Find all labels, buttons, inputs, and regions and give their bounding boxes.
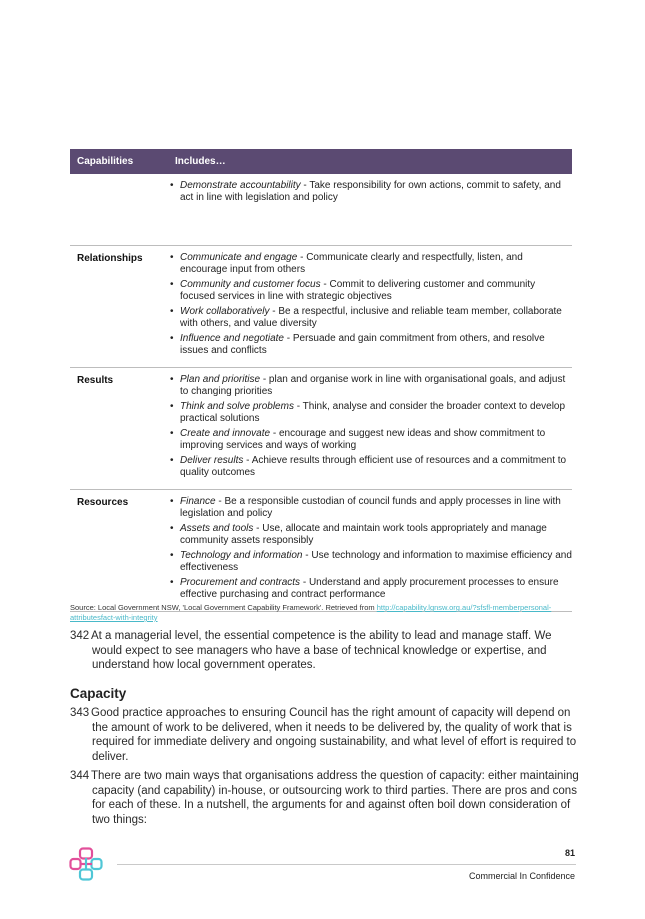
page-number: 81	[564, 848, 575, 858]
item-term: Deliver results	[180, 455, 244, 466]
capability-cell: Results	[77, 375, 114, 386]
item-desc: - encourage and suggest new ideas and show commitment to improving services and ways of working	[180, 428, 546, 451]
table-row	[70, 246, 572, 368]
list-item	[168, 523, 572, 547]
bullet-icon: •	[170, 180, 174, 191]
bullet-icon: •	[170, 577, 174, 588]
item-term: Demonstrate accountability	[180, 180, 301, 191]
paragraph-text: Good practice approaches to ensuring Council has the right amount of capacity will depend on the amount of work to be delivered, when it needs to be delivered by, the quality of work that is required for immediate delivery and ongoing sustainability, and what level of effort is required to deliver.	[91, 707, 577, 764]
item-term: Finance	[180, 496, 216, 507]
bullet-icon: •	[170, 252, 174, 263]
source-text: Source: Local Government NSW, 'Local Government Capability Framework'. Retrieved from	[70, 603, 377, 612]
table-header-row	[70, 149, 572, 174]
item-desc: - Achieve results through efficient use of resources and a commitment to quality outcomes	[180, 455, 567, 478]
item-desc: - Communicate clearly and respectfully, listen, and encourage input from others	[180, 252, 523, 275]
source-link[interactable]: http://capability.lgnsw.org.au/?sfsfl-memberpersonal-attributesfact-with-integrity	[70, 603, 552, 622]
item-term: Influence and negotiate	[180, 333, 284, 344]
footer-divider	[117, 864, 576, 865]
bullet-icon: •	[170, 374, 174, 385]
item-term: Community and customer focus	[180, 279, 321, 290]
includes-cell	[168, 490, 572, 612]
bullet-icon: •	[170, 333, 174, 344]
paragraph-number: 344	[70, 770, 90, 782]
capability-cell: Resources	[77, 497, 129, 508]
item-desc: - Use, allocate and maintain work tools appropriately and manage community assets responsibly	[180, 523, 547, 546]
list-item	[168, 455, 572, 479]
table-row	[70, 490, 572, 612]
paragraph-number: 343	[70, 707, 90, 719]
item-desc: - Commit to delivering customer and community focused services in line with strategic objectives	[180, 279, 536, 302]
table-row	[70, 174, 572, 246]
item-term: Technology and information	[180, 550, 303, 561]
paragraph-344	[70, 769, 580, 828]
bullet-icon: •	[170, 523, 174, 534]
paragraph-number: 342	[70, 630, 90, 642]
bullet-icon: •	[170, 306, 174, 317]
paragraph-text: At a managerial level, the essential competence is the ability to lead and manage staff. We would expect to see managers who have a base of technical knowledge or expertise, and understand how local government operates.	[91, 630, 552, 672]
item-term: Work collaboratively	[180, 306, 270, 317]
footer-confidentiality: Commercial In Confidence	[468, 871, 575, 881]
paragraph-text: There are two main ways that organisations address the question of capacity: either maintaining capacity (and capability) in-house, or outsourcing work to third parties. There are pros and cons for each of these. In a nutshell, the arguments for and against often boil down consideration of two things:	[91, 770, 579, 827]
item-desc: - Use technology and information to maximise efficiency and effectiveness	[180, 550, 572, 573]
list-item	[168, 306, 572, 330]
capabilities-table	[70, 149, 572, 612]
paragraph-343	[70, 706, 580, 765]
bullet-icon: •	[170, 455, 174, 466]
list-item	[168, 577, 572, 601]
list-item	[168, 333, 572, 357]
header-includes: Includes…	[168, 149, 572, 174]
council-logo-icon	[69, 847, 103, 881]
capability-cell	[70, 174, 168, 246]
includes-cell	[168, 246, 572, 368]
bullet-icon: •	[170, 279, 174, 290]
includes-cell	[168, 368, 572, 490]
paragraph-342	[70, 629, 580, 673]
item-desc: - Understand and apply procurement processes to ensure effective purchasing and contract performance	[180, 577, 559, 600]
item-desc: - Take responsibility for own actions, commit to safety, and act in line with legislation and policy	[180, 180, 561, 203]
table-source-note	[70, 603, 575, 623]
list-item	[168, 550, 572, 574]
list-item	[168, 374, 572, 398]
bullet-icon: •	[170, 496, 174, 507]
list-item	[168, 401, 572, 425]
table-row	[70, 368, 572, 490]
header-capabilities: Capabilities	[70, 149, 168, 174]
includes-cell	[168, 174, 572, 246]
list-item	[168, 496, 572, 520]
capability-cell: Relationships	[77, 253, 143, 264]
list-item	[168, 428, 572, 452]
bullet-icon: •	[170, 428, 174, 439]
list-item	[168, 279, 572, 303]
section-heading-capacity: Capacity	[70, 686, 127, 701]
item-term: Communicate and engage	[180, 252, 298, 263]
item-term: Create and innovate	[180, 428, 271, 439]
bullet-icon: •	[170, 550, 174, 561]
list-item	[168, 252, 572, 276]
item-term: Assets and tools	[180, 523, 254, 534]
item-desc: - plan and organise work in line with organisational goals, and adjust to changing priorities	[180, 374, 566, 397]
item-term: Plan and prioritise	[180, 374, 261, 385]
item-term: Think and solve problems	[180, 401, 294, 412]
item-desc: - Be a responsible custodian of council funds and apply processes in line with legislation and policy	[180, 496, 561, 519]
list-item	[168, 180, 572, 204]
bullet-icon: •	[170, 401, 174, 412]
item-desc: - Think, analyse and consider the broader context to develop practical solutions	[180, 401, 566, 424]
item-desc: - Be a respectful, inclusive and reliable team member, collaborate with others, and value diversity	[180, 306, 562, 329]
item-term: Procurement and contracts	[180, 577, 301, 588]
item-desc: - Persuade and gain commitment from others, and resolve issues and conflicts	[180, 333, 545, 356]
